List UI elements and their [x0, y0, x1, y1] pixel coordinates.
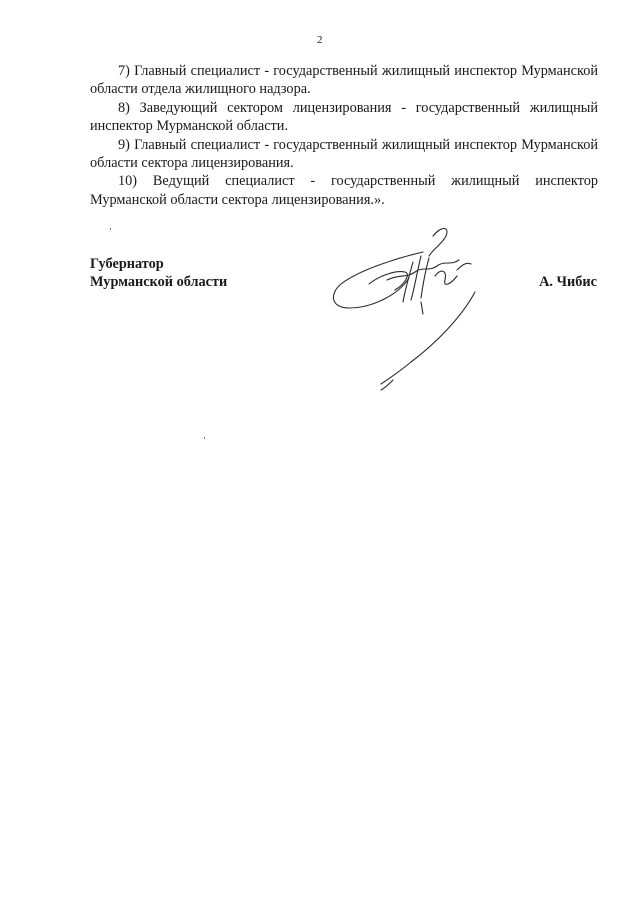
- signer-name: А. Чибис: [539, 274, 597, 290]
- list-item: 7) Главный специалист - государственный жилищный инспектор Мурманской области отдела жилищного надзора.: [90, 63, 598, 98]
- page-number: 2: [317, 34, 323, 46]
- signer-title: [90, 255, 227, 292]
- signer-title-line-1: Губернатор: [90, 256, 164, 272]
- scan-speck: [204, 437, 205, 439]
- list-item: 8) Заведующий сектором лицензирования - государственный жилищный инспектор Мурманской области.: [90, 99, 598, 135]
- document-body: [90, 62, 598, 209]
- list-item: 9) Главный специалист - государственный жилищный инспектор Мурманской области сектора лицензирования.: [90, 136, 598, 172]
- list-item: 10) Ведущий специалист - государственный жилищный инспектор Мурманской области сектора лицензирования.».: [90, 173, 598, 208]
- signer-title-line-2: Мурманской области: [90, 274, 228, 291]
- handwritten-signature: [325, 222, 495, 394]
- scan-speck: [110, 228, 111, 230]
